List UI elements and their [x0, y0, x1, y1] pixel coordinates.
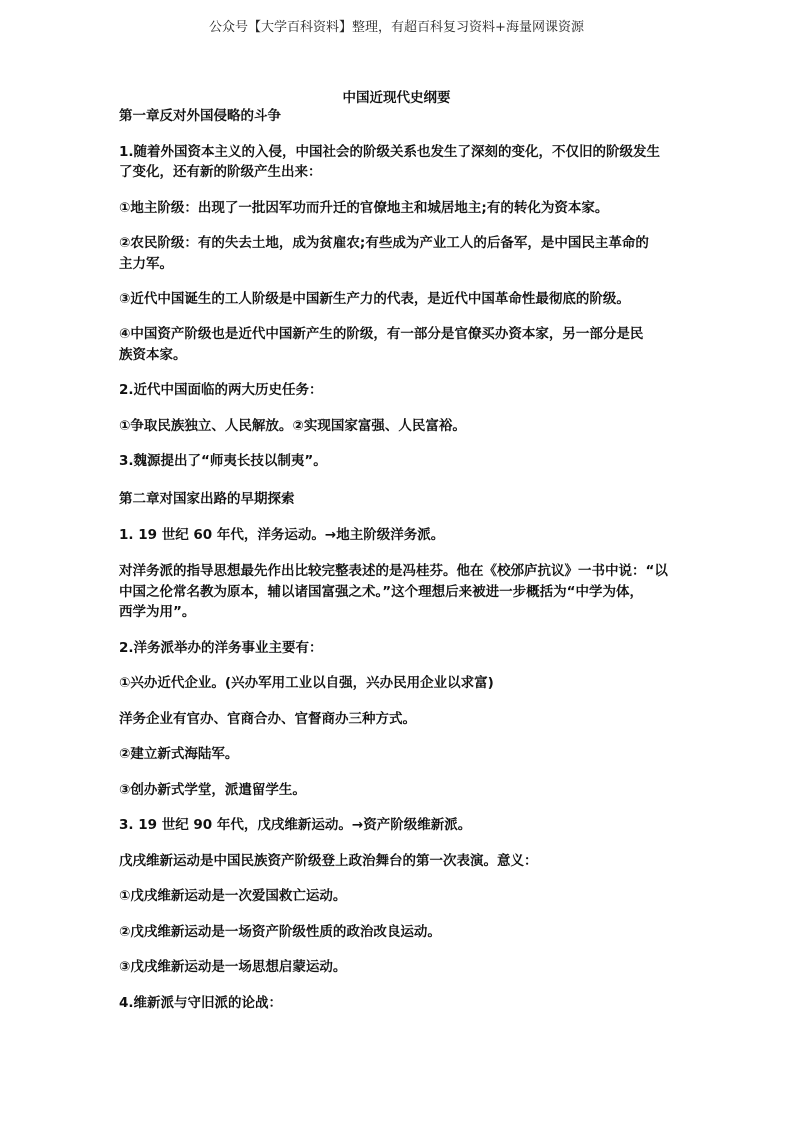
text-line: ④中国资产阶级也是近代中国新产生的阶级，有一部分是官僚买办资本家，另一部分是民 — [119, 326, 644, 342]
text-line: ②戊戌维新运动是一场资产阶级性质的政治改良运动。 — [119, 924, 441, 940]
text-line: ①戊戌维新运动是一次爱国救亡运动。 — [119, 888, 347, 904]
text-line: 洋务企业有官办、官商合办、官督商办三种方式。 — [119, 711, 416, 727]
text-line: 族资本家。 — [119, 347, 187, 363]
text-line: 主力军。 — [119, 256, 173, 272]
text-line: ①兴办近代企业。(兴办军用工业以自强，兴办民用企业以求富) — [119, 675, 494, 691]
text-line: ③戊戌维新运动是一场思想启蒙运动。 — [119, 959, 347, 975]
text-line: 3.魏源提出了“师夷长技以制夷”。 — [119, 453, 327, 469]
text-line: ②建立新式海陆军。 — [119, 746, 239, 762]
text-line: 1.随着外国资本主义的入侵，中国社会的阶级关系也发生了深刻的变化，不仅旧的阶级发生 — [119, 144, 661, 160]
text-line: 2.近代中国面临的两大历史任务： — [119, 382, 323, 398]
text-line: ③近代中国诞生的工人阶级是中国新生产力的代表，是近代中国革命性最彻底的阶级。 — [119, 291, 630, 307]
text-line: 1. 19 世纪 60 年代，洋务运动。→地主阶级洋务派。 — [119, 527, 445, 543]
text-line: ①争取民族独立、人民解放。②实现国家富强、人民富裕。 — [119, 418, 466, 434]
text-line: 3. 19 世纪 90 年代，戊戌维新运动。→资产阶级维新派。 — [119, 817, 472, 833]
text-line: ②农民阶级：有的失去土地，成为贫雇农;有些成为产业工人的后备军，是中国民主革命的 — [119, 235, 649, 251]
chapter-heading: 第一章反对外国侵略的斗争 — [119, 108, 281, 124]
text-line: ③创办新式学堂，派遣留学生。 — [119, 782, 306, 798]
chapter-heading: 第二章对国家出路的早期探索 — [119, 491, 295, 507]
text-line: 中国之伦常名教为原本，辅以诸国富强之术。”这个理想后来被进一步概括为“中学为体， — [119, 584, 643, 600]
document-title: 中国近现代史纲要 — [342, 90, 451, 106]
text-line: 了变化，还有新的阶级产生出来： — [119, 164, 322, 180]
text-line: 2.洋务派举办的洋务事业主要有： — [119, 640, 323, 656]
text-line: 对洋务派的指导思想最先作出比较完整表述的是冯桂芬。他在《校邠庐抗议》一书中说：“以 — [119, 563, 668, 579]
text-line: ①地主阶级：出现了一批因军功而升迁的官僚地主和城居地主;有的转化为资本家。 — [119, 200, 609, 216]
text-line: 戊戌维新运动是中国民族资产阶级登上政治舞台的第一次表演。意义： — [119, 853, 538, 869]
page-header: 公众号【大学百科资料】整理，有超百科复习资料+海量网课资源 — [209, 20, 584, 35]
text-line: 西学为用”。 — [119, 604, 196, 620]
text-line: 4.维新派与守旧派的论战： — [119, 995, 283, 1011]
